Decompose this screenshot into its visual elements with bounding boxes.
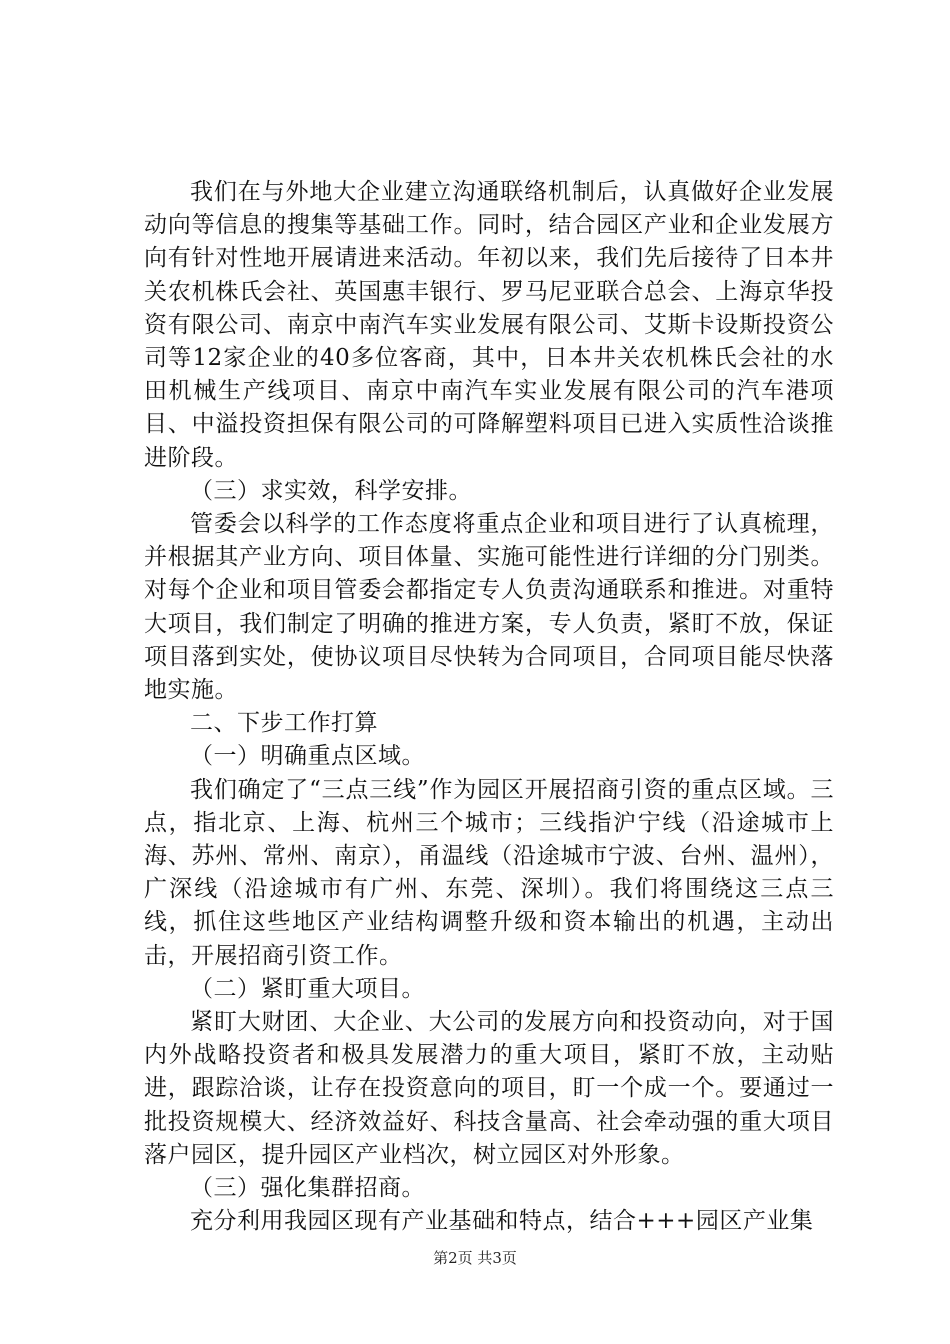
heading-next-steps: 二、下步工作打算 xyxy=(190,710,378,737)
paragraph-outreach: 我们在与外地大企业建立沟通联络机制后，认真做好企业发展动向等信息的搜集等基础工作。同时，结合园区产业和企业发展方向有针对性地开展请进来活动。年初以来，我们先后接待了日本井关农机株氏会社、英国惠丰银行、罗马尼亚联合总会、上海京华投资有限公司、南京中南汽车实业发展有限公司、艾斯卡设斯投资公司等12家企业的40多位客商，其中，日本井关农机株氏会社的水田机械生产线项目、南京中南汽车实业发展有限公司的汽车港项目、中溢投资担保有限公司的可降解塑料项目已进入实质性洽谈推进阶段。 xyxy=(144,179,834,471)
document-body xyxy=(144,176,834,1239)
paragraph-management: 管委会以科学的工作态度将重点企业和项目进行了认真梳理，并根据其产业方向、项目体量、实施可能性进行详细的分门别类。对每个企业和项目管委会都指定专人负责沟通联系和推进。对重特大项目，我们制定了明确的推进方案，专人负责，紧盯不放，保证项目落到实处，使协议项目尽快转为合同项目，合同项目能尽快落地实施。 xyxy=(144,511,834,704)
heading-practical-results: （三）求实效，科学安排。 xyxy=(190,477,472,504)
paragraph-major-projects: 紧盯大财团、大企业、大公司的发展方向和投资动向，对于国内外战略投资者和极具发展潜力的重大项目，紧盯不放，主动贴进，跟踪洽谈，让存在投资意向的项目，盯一个成一个。要通过一批投资规模大、经济效益好、科技含量高、社会牵动强的重大项目落户园区，提升园区产业档次，树立园区对外形象。 xyxy=(144,1009,834,1168)
heading-cluster-investment: （三）强化集群招商。 xyxy=(190,1175,425,1202)
heading-major-projects: （二）紧盯重大项目。 xyxy=(190,975,425,1002)
heading-key-regions: （一）明确重点区域。 xyxy=(190,743,425,770)
paragraph-cluster-investment: 充分利用我园区现有产业基础和特点，结合+++园区产业集 xyxy=(190,1208,814,1235)
page-footer: 第2页 共3页 xyxy=(433,1249,517,1267)
paragraph-key-regions: 我们确定了“三点三线”作为园区开展招商引资的重点区域。三点，指北京、上海、杭州三个城市；三线指沪宁线（沿途城市上海、苏州、常州、南京），甬温线（沿途城市宁波、台州、温州），广深线（沿途城市有广州、东莞、深圳）。我们将围绕这三点三线，抓住这些地区产业结构调整升级和资本输出的机遇，主动出击，开展招商引资工作。 xyxy=(144,776,834,969)
